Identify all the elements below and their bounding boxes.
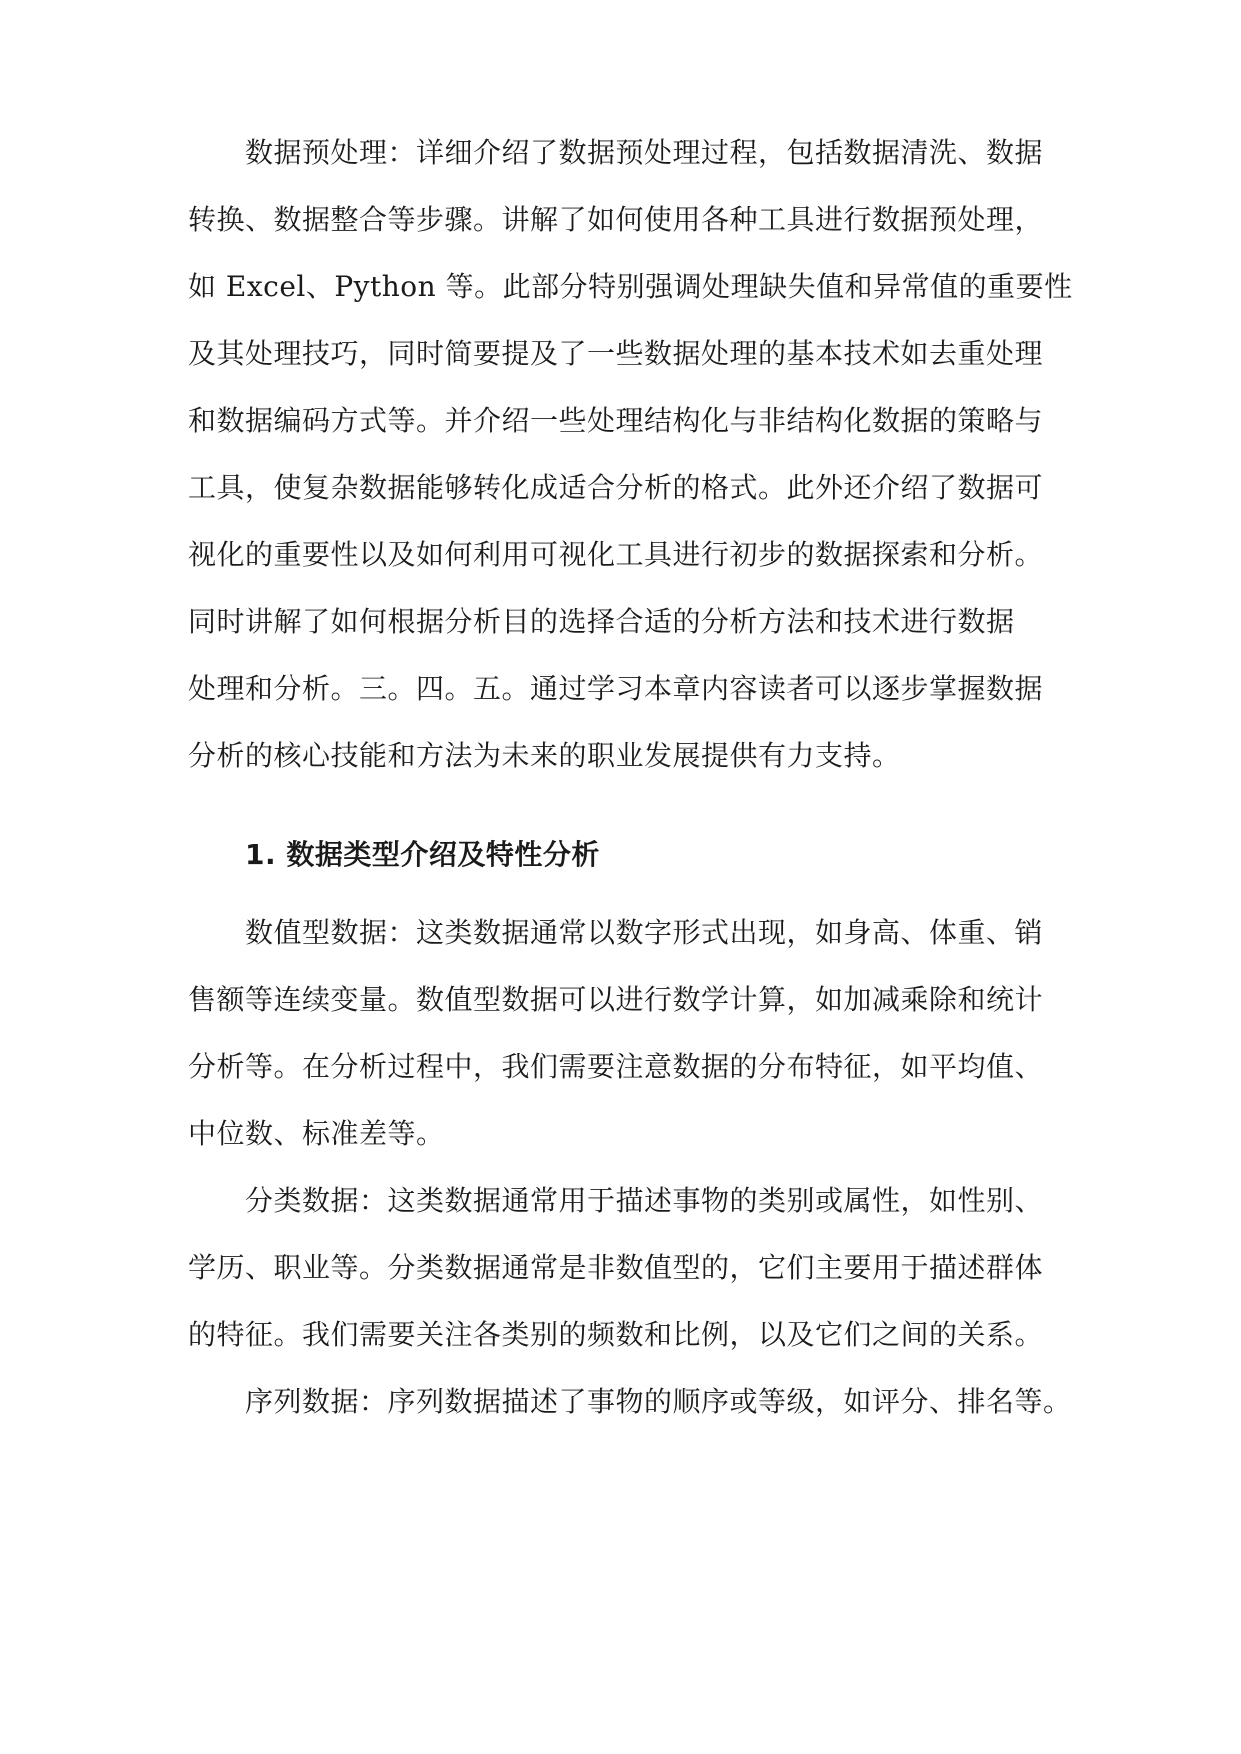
paragraph-line: 的特征。我们需要关注各类别的频数和比例，以及它们之间的关系。	[188, 1318, 1044, 1351]
paragraph-line: 转换、数据整合等步骤。讲解了如何使用各种工具进行数据预处理，	[188, 203, 1044, 236]
section-heading: 1. 数据类型介绍及特性分析	[245, 838, 600, 871]
paragraph-line: 数据预处理：详细介绍了数据预处理过程，包括数据清洗、数据	[245, 136, 1044, 169]
paragraph-line: 视化的重要性以及如何利用可视化工具进行初步的数据探索和分析。	[188, 538, 1044, 571]
paragraph-line: 及其处理技巧，同时简要提及了一些数据处理的基本技术如去重处理	[188, 337, 1044, 370]
paragraph-line: 处理和分析。三。四。五。通过学习本章内容读者可以逐步掌握数据	[188, 672, 1044, 705]
paragraph-line: 中位数、标准差等。	[188, 1117, 445, 1150]
paragraph-line: 同时讲解了如何根据分析目的选择合适的分析方法和技术进行数据	[188, 605, 1015, 638]
paragraph-line: 售额等连续变量。数值型数据可以进行数学计算，如加减乘除和统计	[188, 983, 1044, 1016]
paragraph-line: 数值型数据：这类数据通常以数字形式出现，如身高、体重、销	[245, 916, 1044, 949]
paragraph-line: 序列数据：序列数据描述了事物的顺序或等级，如评分、排名等。	[245, 1385, 1072, 1418]
paragraph-line: 分析的核心技能和方法为未来的职业发展提供有力支持。	[188, 739, 901, 772]
paragraph-line: 工具，使复杂数据能够转化成适合分析的格式。此外还介绍了数据可	[188, 471, 1044, 504]
paragraph-line: 和数据编码方式等。并介绍一些处理结构化与非结构化数据的策略与	[188, 404, 1044, 437]
paragraph-line: 学历、职业等。分类数据通常是非数值型的，它们主要用于描述群体	[188, 1251, 1044, 1284]
paragraph-line: 分析等。在分析过程中，我们需要注意数据的分布特征，如平均值、	[188, 1050, 1044, 1083]
paragraph-line: 如 Excel、Python 等。此部分特别强调处理缺失值和异常值的重要性	[188, 270, 1073, 303]
paragraph-line: 分类数据：这类数据通常用于描述事物的类别或属性，如性别、	[245, 1184, 1044, 1217]
